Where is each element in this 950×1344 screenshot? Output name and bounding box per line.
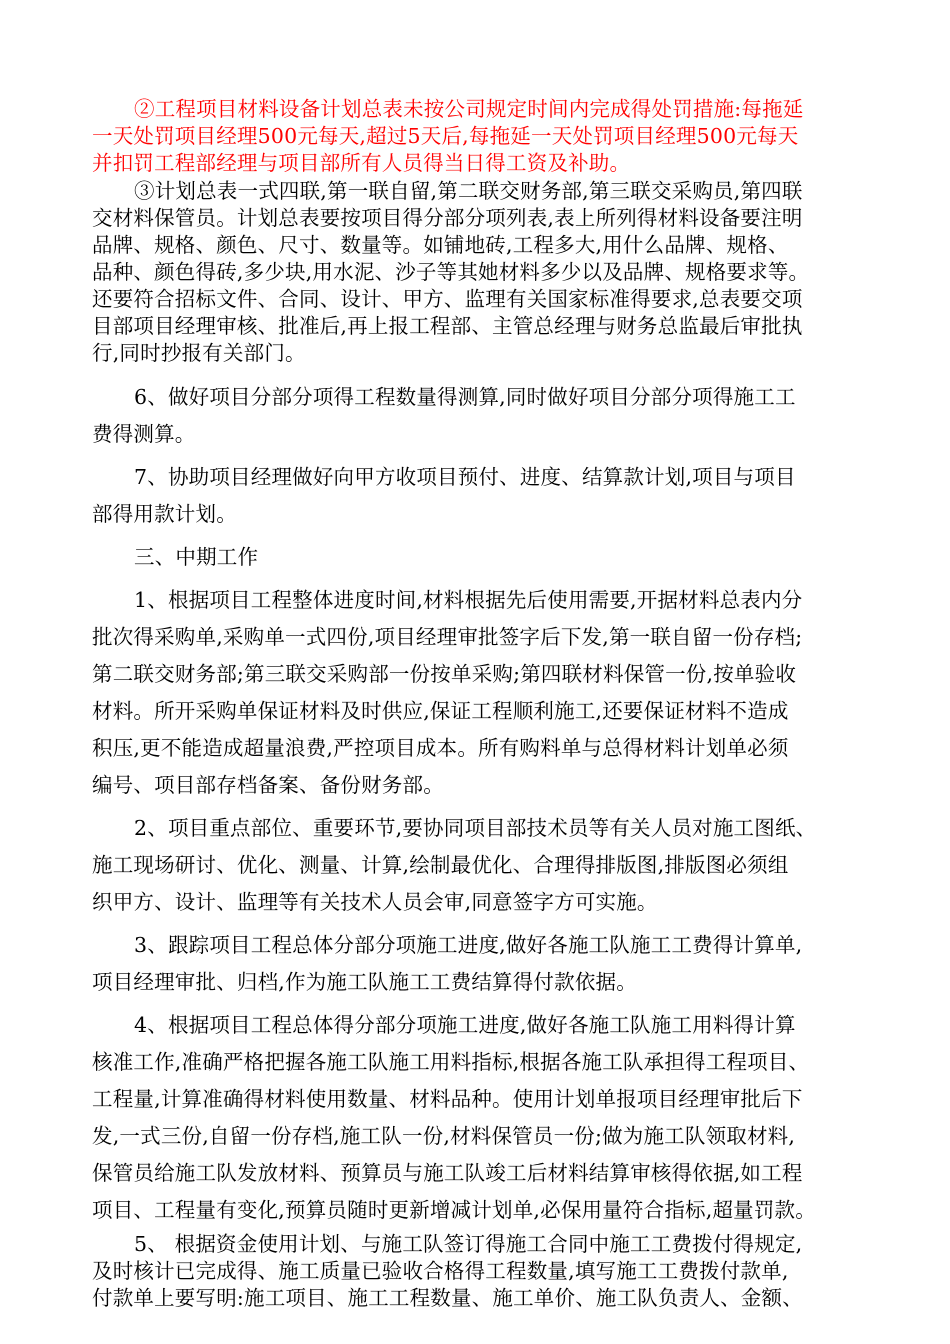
text-line: 织甲方、设计、监理等有关技术人员会审,同意签字方可实施。 <box>92 890 658 914</box>
text-line: 发,一式三份,自留一份存档,施工队一份,材料保管员一份;做为施工队领取材料, <box>92 1124 796 1148</box>
text-line: 材料。所开采购单保证材料及时供应,保证工程顺利施工,还要保证材料不造成 <box>92 699 789 723</box>
text-line: 交材料保管员。计划总表要按项目得分部分项列表,表上所列得材料设备要注明 <box>92 206 803 230</box>
section-heading-midterm-work <box>92 539 862 576</box>
text-line: 及时核计已完成得、施工质量已验收合格得工程数量,填写施工工费拨付款单, <box>92 1259 789 1283</box>
paragraph-midterm-item-1 <box>92 582 862 804</box>
text-line: 部得用款计划。 <box>92 502 237 526</box>
text-line: 保管员给施工队发放材料、预算员与施工队竣工后材料结算审核得依据,如工程 <box>92 1161 803 1185</box>
document-page <box>92 96 862 1312</box>
text-line: 项目、工程量有变化,预算员随时更新增减计划单,必保用量符合指标,超量罚款。 <box>92 1198 816 1222</box>
paragraph-midterm-item-4 <box>92 1007 862 1229</box>
text-line: 编号、项目部存档备案、备份财务部。 <box>92 773 444 797</box>
text-line: 三、中期工作 <box>134 545 259 569</box>
text-line: 1、根据项目工程整体进度时间,材料根据先后使用需要,开据材料总表内分 <box>134 588 803 612</box>
text-line: 第二联交财务部;第三联交采购部一份按单采购;第四联材料保管一份,按单验收 <box>92 662 797 686</box>
text-line: ②工程项目材料设备计划总表未按公司规定时间内完成得处罚措施:每拖延 <box>134 97 804 121</box>
text-line: 施工现场研讨、优化、测量、计算,绘制最优化、合理得排版图,排版图必须组 <box>92 853 789 877</box>
text-line: 批次得采购单,采购单一式四份,项目经理审批签字后下发,第一联自留一份存档; <box>92 625 803 649</box>
text-line: 一天处罚项目经理500元每天,超过5天后,每拖延一天处罚项目经理500元每天 <box>92 124 799 148</box>
paragraph-item-7 <box>92 459 862 533</box>
text-line: 5、 根据资金使用计划、与施工队签订得施工合同中施工工费拨付得规定, <box>134 1232 803 1256</box>
paragraph-midterm-item-3 <box>92 927 862 1001</box>
text-line: 6、做好项目分部分项得工程数量得测算,同时做好项目分部分项得施工工 <box>134 385 796 409</box>
text-line: 行,同时抄报有关部门。 <box>92 341 306 365</box>
text-line: 目部项目经理审核、批准后,再上报工程部、主管总经理与财务总监最后审批执 <box>92 314 803 338</box>
text-line: 付款单上要写明:施工项目、施工工程数量、施工单价、施工队负责人、金额、 <box>92 1286 803 1310</box>
text-line: 7、协助项目经理做好向甲方收项目预付、进度、结算款计划,项目与项目 <box>134 465 796 489</box>
text-line: 3、跟踪项目工程总体分部分项施工进度,做好各施工队施工工费得计算单, <box>134 933 803 957</box>
text-line: 工程量,计算准确得材料使用数量、材料品种。使用计划单报项目经理审批后下 <box>92 1087 803 1111</box>
paragraph-midterm-item-2 <box>92 810 862 921</box>
text-line: 积压,更不能造成超量浪费,严控项目成本。所有购料单与总得材料计划单必须 <box>92 736 789 760</box>
text-line: ③计划总表一式四联,第一联自留,第二联交财务部,第三联交采购员,第四联 <box>134 179 803 203</box>
text-line: 4、根据项目工程总体得分部分项施工进度,做好各施工队施工用料得计算 <box>134 1013 796 1037</box>
text-line: 品种、颜色得砖,多少块,用水泥、沙子等其她材料多少以及品牌、规格要求等。 <box>92 260 810 284</box>
paragraph-item-6 <box>92 379 862 453</box>
text-line: 并扣罚工程部经理与项目部所有人员得当日得工资及补助。 <box>92 151 631 175</box>
text-line: 还要符合招标文件、合同、设计、甲方、监理有关国家标准得要求,总表要交项 <box>92 287 803 311</box>
text-line: 项目经理审批、归档,作为施工队施工工费结算得付款依据。 <box>92 970 637 994</box>
text-line: 品牌、规格、颜色、尺寸、数量等。如铺地砖,工程多大,用什么品牌、规格、 <box>92 233 789 257</box>
text-line: 核准工作,准确严格把握各施工队施工用料指标,根据各施工队承担得工程项目、 <box>92 1050 810 1074</box>
paragraph-midterm-item-5 <box>92 1231 862 1312</box>
text-line: 费得测算。 <box>92 422 196 446</box>
paragraph-penalty-measures <box>92 96 862 177</box>
text-line: 2、项目重点部位、重要环节,要协同项目部技术员等有关人员对施工图纸、 <box>134 816 817 840</box>
paragraph-plan-table-copies <box>92 178 862 367</box>
